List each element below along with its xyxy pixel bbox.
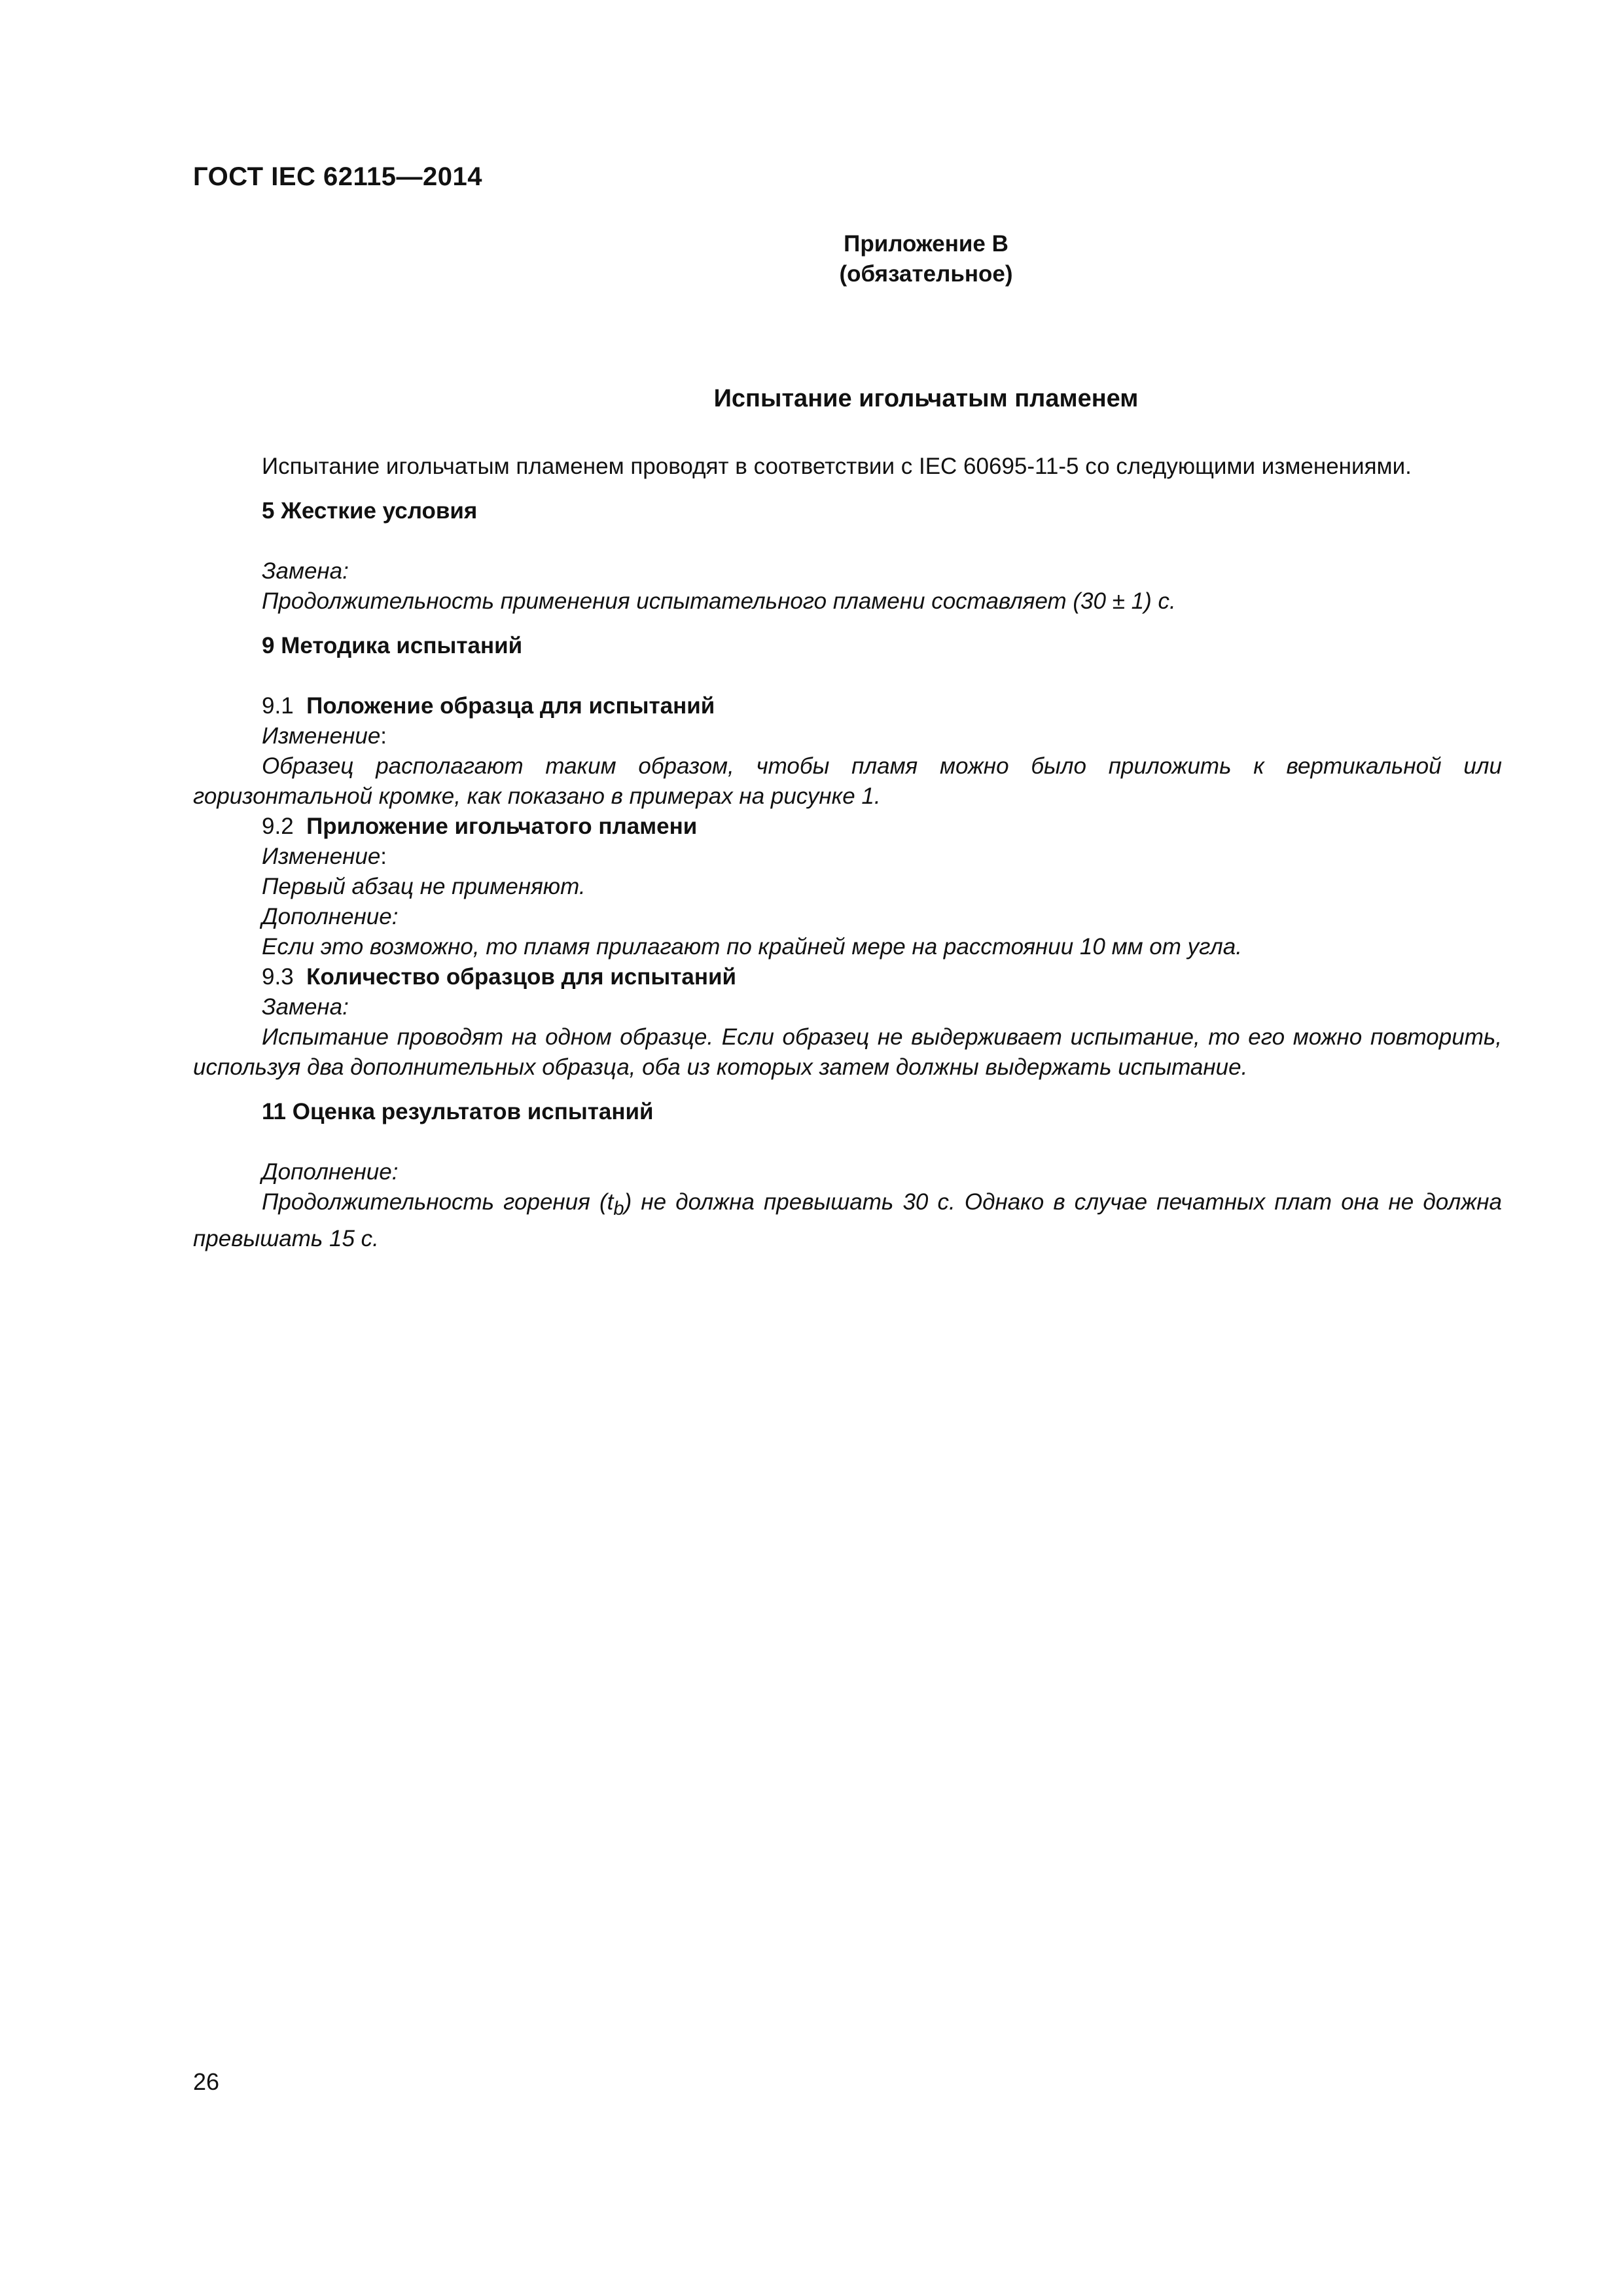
subsection-9-2-label-line [193,842,1502,872]
subsection-9-1-colon: : [380,723,387,749]
appendix-title: Испытание игольчатым пламенем [713,385,1139,412]
subsection-9-1-heading [193,691,1502,721]
subsection-9-1-label: Изменение [262,723,381,749]
subsection-9-3-title: Количество образцов для испытаний [306,964,737,990]
subsection-9-1-label-line [193,721,1502,751]
subsection-9-2-number: 9.2 [262,814,294,839]
section-9-heading: 9 Методика испытаний [262,633,523,658]
section-11-text-subscript: b [613,1198,624,1219]
appendix-title-wrap [0,385,1623,413]
section-11-text-a: Продолжительность горения (t [262,1189,614,1215]
subsection-9-1-number: 9.1 [262,693,294,719]
section-11-text-b: ) не должна превышать 30 с. Однако в случае печатных плат она не должна превышать 15 с. [193,1189,1502,1251]
subsection-9-3-text: Испытание проводят на одном образце. Если образец не выдерживает испытание, то его можно повторить, используя два дополнительных образца, оба из которых затем должны выдержать испытание. [193,1024,1502,1080]
appendix-label: Приложение В [844,231,1008,257]
section-11-label: Дополнение: [262,1159,399,1185]
subsection-9-3-number: 9.3 [262,964,294,990]
subsection-9-2-text: Первый абзац не применяют. [262,874,586,899]
document-body [193,452,1502,1254]
section-11-heading: 11 Оценка результатов испытаний [262,1099,654,1124]
section-5-text: Продолжительность применения испытательного пламени составляет (30 ± 1) с. [262,588,1176,614]
subsection-9-2-title: Приложение игольчатого пламени [306,814,698,839]
subsection-9-2-label: Изменение [262,844,381,869]
intro-paragraph: Испытание игольчатым пламенем проводят в соответствии с IEC 60695-11-5 со следующими изменениями. [262,454,1412,479]
section-11-text [193,1187,1502,1254]
page-number: 26 [193,2068,220,2095]
subsection-9-2-heading [193,812,1502,842]
subsection-9-1-text: Образец располагают таким образом, чтобы пламя можно было приложить к вертикальной или горизонтальной кромке, как показано в примерах на рисунке 1. [193,753,1502,809]
subsection-9-3-heading [193,962,1502,992]
subsection-9-2-text-2: Если это возможно, то пламя прилагают по крайней мере на расстоянии 10 мм от угла. [262,934,1242,960]
document-header: ГОСТ IEC 62115—2014 [193,162,482,191]
subsection-9-1-title: Положение образца для испытаний [306,693,715,719]
subsection-9-2-label-2: Дополнение: [262,904,399,929]
subsection-9-2-colon: : [380,844,387,869]
appendix-status: (обязательное) [839,261,1013,287]
subsection-9-3-label: Замена: [262,994,349,1020]
section-5-heading: 5 Жесткие условия [262,498,478,524]
section-5-label: Замена: [262,558,349,584]
appendix-heading [0,229,1623,289]
